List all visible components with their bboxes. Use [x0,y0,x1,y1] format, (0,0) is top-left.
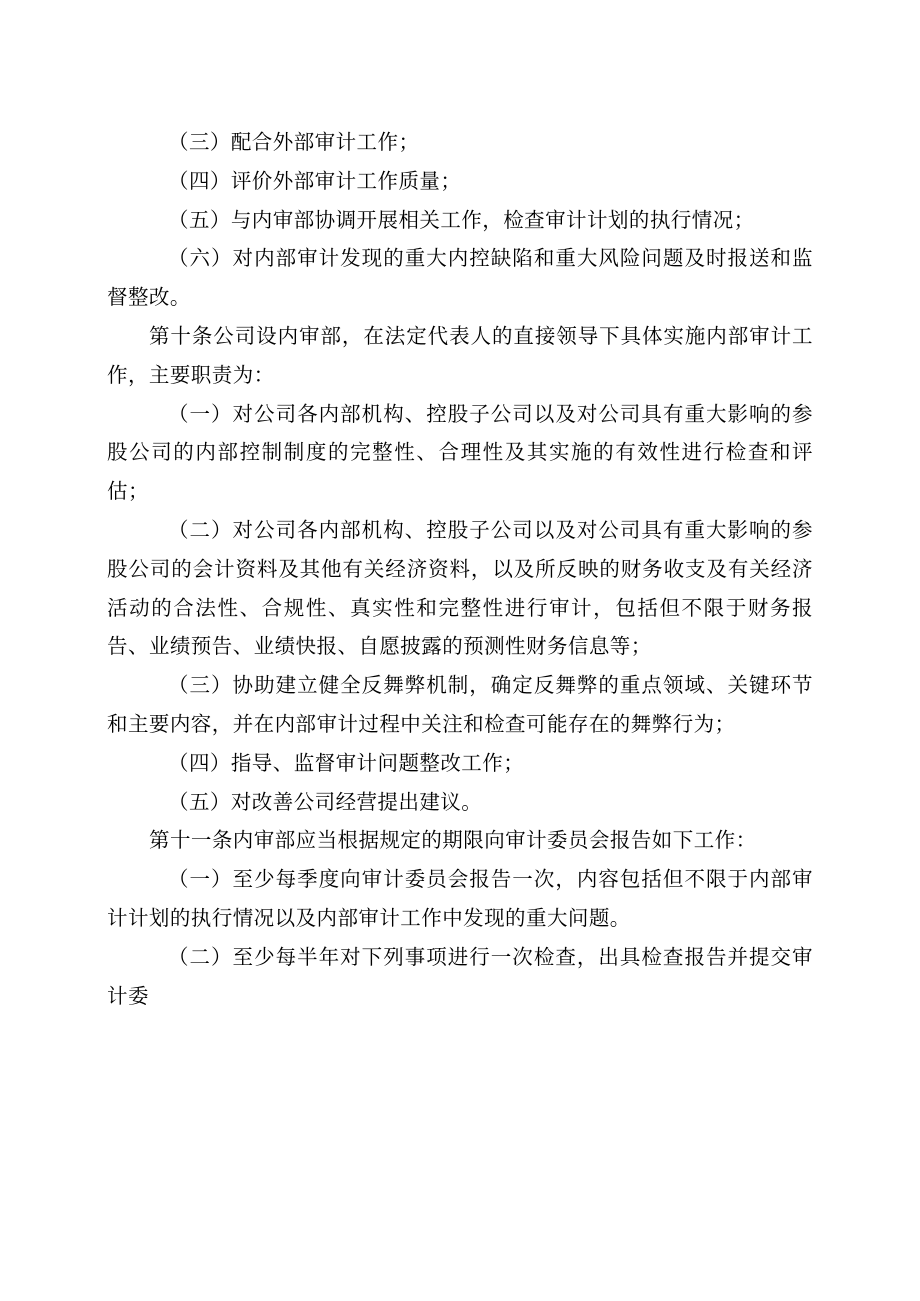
paragraph-article-11-item-1: （一）至少每季度向审计委员会报告一次，内容包括但不限于内部审计计划的执行情况以及内部审计工作中发现的重大问题。 [107,867,813,930]
paragraph-article-10-item-2: （二）对公司各内部机构、控股子公司以及对公司具有重大影响的参股公司的会计资料及其他有关经济资料，以及所反映的财务收支及有关经济活动的合法性、合规性、真实性和完整性进行审计，包括但不限于财务报告、业绩预告、业绩快报、自愿披露的预测性财务信息等； [107,517,813,659]
paragraph-article-10-item-1: （一）对公司各内部机构、控股子公司以及对公司具有重大影响的参股公司的内部控制制度的完整性、合理性及其实施的有效性进行检查和评估； [107,401,813,504]
paragraph-article-11-item-2: （二）至少每半年对下列事项进行一次检查，出具检查报告并提交审计委 [107,944,813,1008]
paragraph-clause-4: （四）评价外部审计工作质量； [168,168,462,193]
paragraph-article-11: 第十一条内审部应当根据规定的期限向审计委员会报告如下工作： [149,828,757,853]
paragraph-article-10-item-3: （三）协助建立健全反舞弊机制，确定反舞弊的重点领域、关键环节和主要内容，并在内部审计过程中关注和检查可能存在的舞弊行为； [107,673,813,736]
paragraph-article-10: 第十条公司设内审部，在法定代表人的直接领导下具体实施内部审计工作，主要职责为： [107,323,813,387]
paragraph-clause-5: （五）与内审部协调开展相关工作，检查审计计划的执行情况； [168,207,755,232]
paragraph-article-10-item-5: （五）对改善公司经营提出建议。 [168,789,483,814]
document-body [107,123,813,1015]
paragraph-article-10-item-4: （四）指导、监督审计问题整改工作； [168,750,525,775]
paragraph-clause-6: （六）对内部审计发现的重大内控缺陷和重大风险问题及时报送和监督整改。 [107,246,813,310]
paragraph-clause-3: （三）配合外部审计工作； [168,130,420,154]
